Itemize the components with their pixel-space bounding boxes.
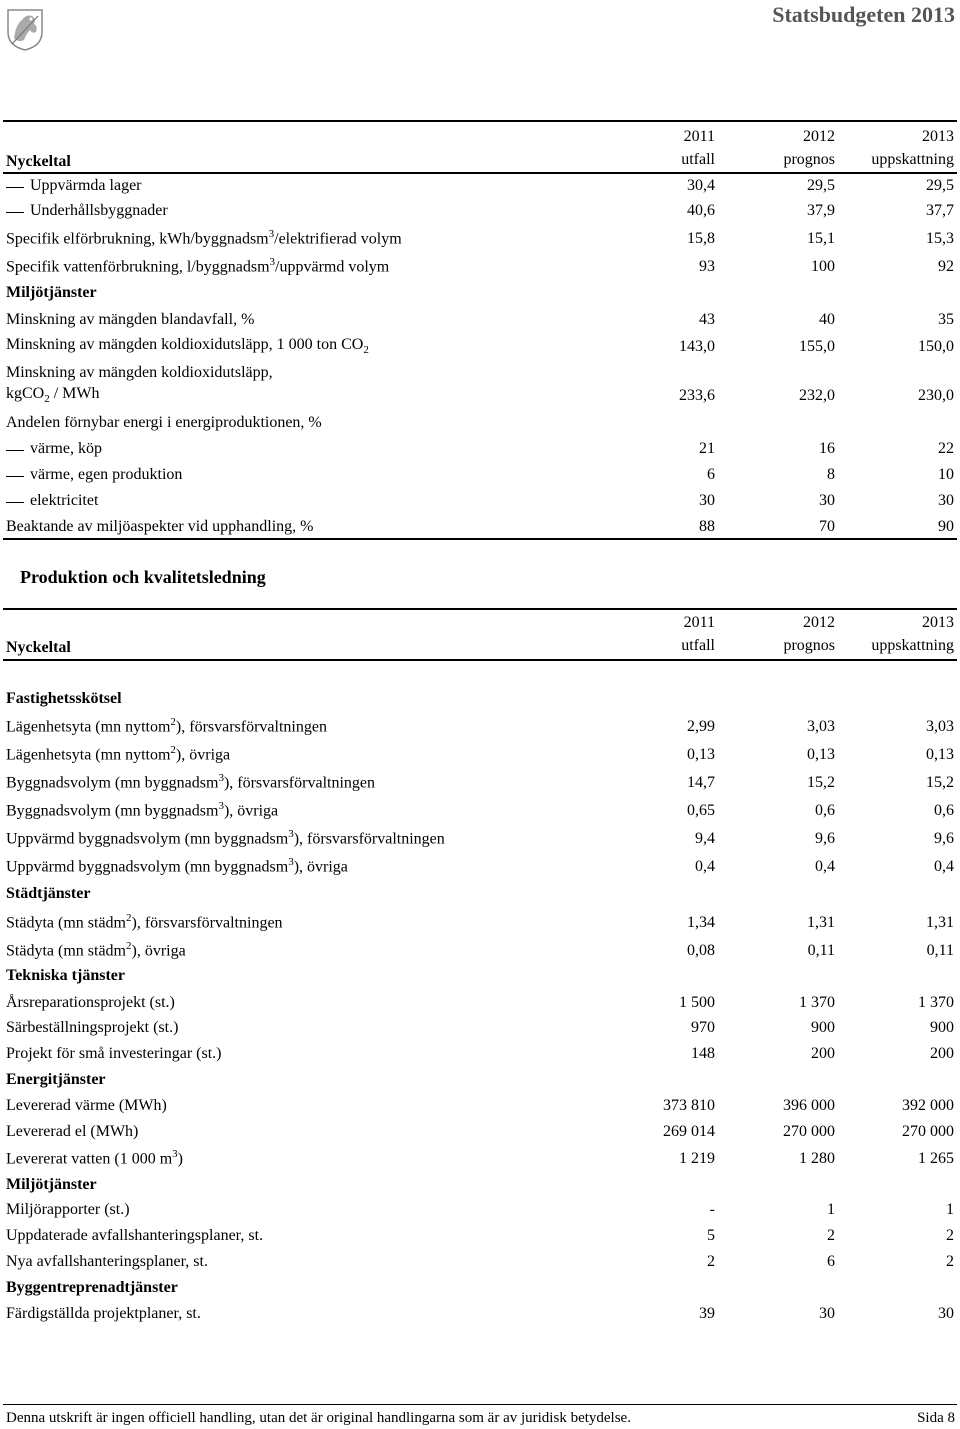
- row-label: Uppvärmda lager: [30, 177, 142, 194]
- table-row: [0, 383, 960, 405]
- cell-2011: 970: [691, 1019, 715, 1036]
- row-label: Minskning av mängden blandavfall, %: [6, 311, 255, 328]
- cell-2012: 70: [819, 518, 835, 535]
- dash-bullet: [6, 212, 24, 213]
- page-number: Sida 8: [917, 1410, 955, 1426]
- table-top-rule: [3, 120, 957, 122]
- table-row: [0, 798, 960, 820]
- cell-2011: 1,34: [687, 914, 715, 931]
- row-label: Byggnadsvolym (mn byggnadsm$^3$), försvarsförvaltningen: [6, 771, 375, 791]
- cell-2011: 40,6: [687, 202, 715, 219]
- dash-bullet: [6, 187, 24, 188]
- cell-2013: 9,6: [934, 830, 954, 847]
- cell-2012: 29,5: [807, 177, 835, 194]
- cell-2013: 15,3: [926, 230, 954, 247]
- cell-2011: 269 014: [663, 1123, 715, 1140]
- cell-2011: 2,99: [687, 718, 715, 735]
- row-label: Särbeställningsprojekt (st.): [6, 1019, 179, 1036]
- row-label: Beaktande av miljöaspekter vid upphandling, %: [6, 518, 314, 535]
- cell-2011: -: [709, 1201, 715, 1218]
- cell-2013: 392 000: [902, 1097, 954, 1114]
- cell-2011: 1 500: [679, 994, 715, 1011]
- row-label: Städyta (mn städm$^2$), övriga: [6, 939, 186, 959]
- section-title: Produktion och kvalitetsledning: [20, 567, 266, 587]
- section-heading-row: [0, 1172, 960, 1194]
- cell-2012: 15,1: [807, 230, 835, 247]
- cell-2011: 148: [691, 1045, 715, 1062]
- row-label: Lägenhetsyta (mn nyttom$^2$), försvarsförvaltningen: [6, 715, 327, 735]
- table2-header-rule: [3, 659, 957, 661]
- column-header-nyckeltal: Nyckeltal: [6, 639, 71, 656]
- cell-2013: 900: [930, 1019, 954, 1036]
- table-row: [0, 714, 960, 736]
- cell-2013: 15,2: [926, 774, 954, 791]
- row-label: Fastighetsskötsel: [6, 690, 122, 707]
- row-label: Levererat vatten (1 000 $m^3$): [6, 1147, 183, 1167]
- table-row: [0, 1301, 960, 1323]
- row-label: Färdigställda projektplaner, st.: [6, 1305, 201, 1322]
- row-label: Specifik elförbrukning, kWh/byggnadsm$^3$/elektrifierad volym: [6, 227, 402, 247]
- cell-2012: 232,0: [799, 387, 835, 404]
- cell-2013: 230,0: [918, 387, 954, 404]
- cell-2012: 15,2: [807, 774, 835, 791]
- cell-2011: 30: [699, 492, 715, 509]
- table-row: [0, 990, 960, 1012]
- section-heading-row: [0, 1067, 960, 1089]
- row-label: Städyta (mn städm$^2$), försvarsförvaltningen: [6, 911, 283, 931]
- table-row: [0, 1249, 960, 1271]
- cell-2011: 14,7: [687, 774, 715, 791]
- table-row: [0, 198, 960, 220]
- cell-2011: 0,4: [695, 858, 715, 875]
- row-label: Städtjänster: [6, 885, 91, 902]
- column-header-2012: 2012 prognos: [783, 614, 835, 654]
- row-label: Energitjänster: [6, 1071, 106, 1088]
- cell-2012: 9,6: [815, 830, 835, 847]
- cell-2012: 2: [827, 1227, 835, 1244]
- cell-2013: 37,7: [926, 202, 954, 219]
- cell-2011: 5: [707, 1227, 715, 1244]
- section-heading-row: [0, 1275, 960, 1297]
- table-row: [0, 854, 960, 876]
- cell-2013: 200: [930, 1045, 954, 1062]
- section-heading-row: [0, 280, 960, 302]
- table-row: [0, 334, 960, 356]
- cell-2013: 1,31: [926, 914, 954, 931]
- cell-2011: 21: [699, 440, 715, 457]
- column-header-2011: 2011 utfall: [681, 614, 715, 654]
- cell-2011: 43: [699, 311, 715, 328]
- cell-2012: 0,13: [807, 746, 835, 763]
- row-label: Andelen förnybar energi i energiproduktionen, %: [6, 414, 322, 431]
- table-row: [0, 410, 960, 432]
- row-label: Specifik vattenförbrukning, l/byggnadsm$^3$/uppvärmd volym: [6, 255, 390, 275]
- table1-header: [0, 125, 960, 171]
- cell-2013: 2: [946, 1227, 954, 1244]
- cell-2011: 233,6: [679, 387, 715, 404]
- dash-bullet: [6, 476, 24, 477]
- table-row: [0, 307, 960, 329]
- row-label: kgCO$_2$ / MWh: [6, 384, 100, 405]
- cell-2012: 0,6: [815, 802, 835, 819]
- cell-2013: 29,5: [926, 177, 954, 194]
- row-label: Miljötjänster: [6, 1176, 97, 1193]
- column-header-nyckeltal: Nyckeltal: [6, 153, 71, 170]
- table-row: [0, 1015, 960, 1037]
- row-label: Byggentreprenadtjänster: [6, 1279, 178, 1296]
- cell-2013: 1 370: [918, 994, 954, 1011]
- row-label: Uppdaterade avfallshanteringsplaner, st.: [6, 1227, 264, 1244]
- row-label: Minskning av mängden koldioxidutsläpp, 1 000 ton $CO_2$: [6, 335, 369, 356]
- row-label: Uppvärmd byggnadsvolym (mn byggnadsm$^3$), övriga: [6, 855, 348, 875]
- cell-2013: 270 000: [902, 1123, 954, 1140]
- cell-2012: 0,4: [815, 858, 835, 875]
- cell-2011: 39: [699, 1305, 715, 1322]
- dash-bullet: [6, 450, 24, 451]
- cell-2013: 10: [938, 466, 954, 483]
- row-label: Nya avfallshanteringsplaner, st.: [6, 1253, 208, 1270]
- cell-2012: 1 280: [799, 1150, 835, 1167]
- cell-2013: 1: [946, 1201, 954, 1218]
- row-label: värme, egen produktion: [30, 466, 183, 483]
- footer-disclaimer: Denna utskrift är ingen officiell handling, utan det är original handlingarna som är av juridisk betydelse.: [6, 1410, 631, 1426]
- row-label: Underhållsbyggnader: [30, 202, 168, 219]
- cell-2012: 155,0: [799, 338, 835, 355]
- table-row: [0, 938, 960, 960]
- cell-2012: 396 000: [783, 1097, 835, 1114]
- table-row: [0, 1223, 960, 1245]
- cell-2012: 8: [827, 466, 835, 483]
- cell-2012: 900: [811, 1019, 835, 1036]
- table-row: [0, 1146, 960, 1168]
- cell-2012: 1: [827, 1201, 835, 1218]
- row-label: Minskning av mängden koldioxidutsläpp,: [6, 364, 273, 381]
- cell-2013: 0,4: [934, 858, 954, 875]
- cell-2011: 93: [699, 258, 715, 275]
- cell-2013: 2: [946, 1253, 954, 1270]
- cell-2012: 100: [811, 258, 835, 275]
- cell-2013: 0,6: [934, 802, 954, 819]
- cell-2013: 35: [938, 311, 954, 328]
- table-row: [0, 436, 960, 458]
- column-header-2011: 2011 utfall: [681, 128, 715, 168]
- row-label: värme, köp: [30, 440, 102, 457]
- row-label: Byggnadsvolym (mn byggnadsm$^3$), övriga: [6, 799, 279, 819]
- cell-2012: 30: [819, 492, 835, 509]
- cell-2013: 0,11: [926, 942, 954, 959]
- cell-2013: 30: [938, 492, 954, 509]
- cell-2012: 1 370: [799, 994, 835, 1011]
- cell-2011: 15,8: [687, 230, 715, 247]
- cell-2011: 0,65: [687, 802, 715, 819]
- cell-2012: 1,31: [807, 914, 835, 931]
- cell-2013: 92: [938, 258, 954, 275]
- cell-2011: 0,08: [687, 942, 715, 959]
- row-label: Miljötjänster: [6, 284, 97, 301]
- cell-2013: 3,03: [926, 718, 954, 735]
- cell-2011: 143,0: [679, 338, 715, 355]
- section-heading-row: [0, 881, 960, 903]
- cell-2012: 0,11: [807, 942, 835, 959]
- table-row: [0, 360, 960, 382]
- cell-2011: 88: [699, 518, 715, 535]
- cell-2011: 2: [707, 1253, 715, 1270]
- table-row: [0, 742, 960, 764]
- table-row: [0, 488, 960, 510]
- row-label: Levererad el (MWh): [6, 1123, 139, 1140]
- cell-2013: 150,0: [918, 338, 954, 355]
- table2-header: [0, 611, 960, 657]
- cell-2011: 6: [707, 466, 715, 483]
- table1-bottom-rule: [3, 538, 957, 540]
- lion-coat-of-arms-icon: [4, 4, 46, 52]
- cell-2013: 0,13: [926, 746, 954, 763]
- dash-bullet: [6, 502, 24, 503]
- table-row: [0, 173, 960, 195]
- cell-2011: 30,4: [687, 177, 715, 194]
- cell-2012: 3,03: [807, 718, 835, 735]
- cell-2012: 6: [827, 1253, 835, 1270]
- table2-top-rule: [3, 608, 957, 610]
- cell-2011: 373 810: [663, 1097, 715, 1114]
- table-row: [0, 226, 960, 248]
- row-label: Lägenhetsyta (mn nyttom$^2$), övriga: [6, 743, 231, 763]
- table-row: [0, 1119, 960, 1141]
- row-label: Årsreparationsprojekt (st.): [6, 994, 175, 1011]
- row-label: Miljörapporter (st.): [6, 1201, 130, 1218]
- cell-2012: 270 000: [783, 1123, 835, 1140]
- section-heading-row: [0, 686, 960, 708]
- row-label: elektricitet: [30, 492, 99, 509]
- table-row: [0, 1093, 960, 1115]
- table-row: [0, 910, 960, 932]
- table-row: [0, 254, 960, 276]
- cell-2011: 0,13: [687, 746, 715, 763]
- column-header-2012: 2012 prognos: [783, 128, 835, 168]
- cell-2011: 9,4: [695, 830, 715, 847]
- row-label: Projekt för små investeringar (st.): [6, 1045, 222, 1062]
- cell-2012: 37,9: [807, 202, 835, 219]
- section-heading-row: [0, 963, 960, 985]
- table-row: [0, 462, 960, 484]
- document-title: Statsbudgeten 2013: [772, 2, 955, 27]
- row-label: Levererad värme (MWh): [6, 1097, 167, 1114]
- table-row: [0, 514, 960, 536]
- cell-2012: 40: [819, 311, 835, 328]
- cell-2012: 30: [819, 1305, 835, 1322]
- cell-2013: 90: [938, 518, 954, 535]
- cell-2012: 16: [819, 440, 835, 457]
- table-row: [0, 770, 960, 792]
- table-row: [0, 1197, 960, 1219]
- cell-2013: 30: [938, 1305, 954, 1322]
- column-header-2013: 2013 uppskattning: [871, 128, 954, 168]
- cell-2012: 200: [811, 1045, 835, 1062]
- table-row: [0, 1041, 960, 1063]
- cell-2013: 22: [938, 440, 954, 457]
- table-row: [0, 826, 960, 848]
- cell-2013: 1 265: [918, 1150, 954, 1167]
- cell-2011: 1 219: [679, 1150, 715, 1167]
- column-header-2013: 2013 uppskattning: [871, 614, 954, 654]
- row-label: Tekniska tjänster: [6, 967, 125, 984]
- row-label: Uppvärmd byggnadsvolym (mn byggnadsm$^3$), försvarsförvaltningen: [6, 827, 445, 847]
- footer-rule: [3, 1404, 957, 1405]
